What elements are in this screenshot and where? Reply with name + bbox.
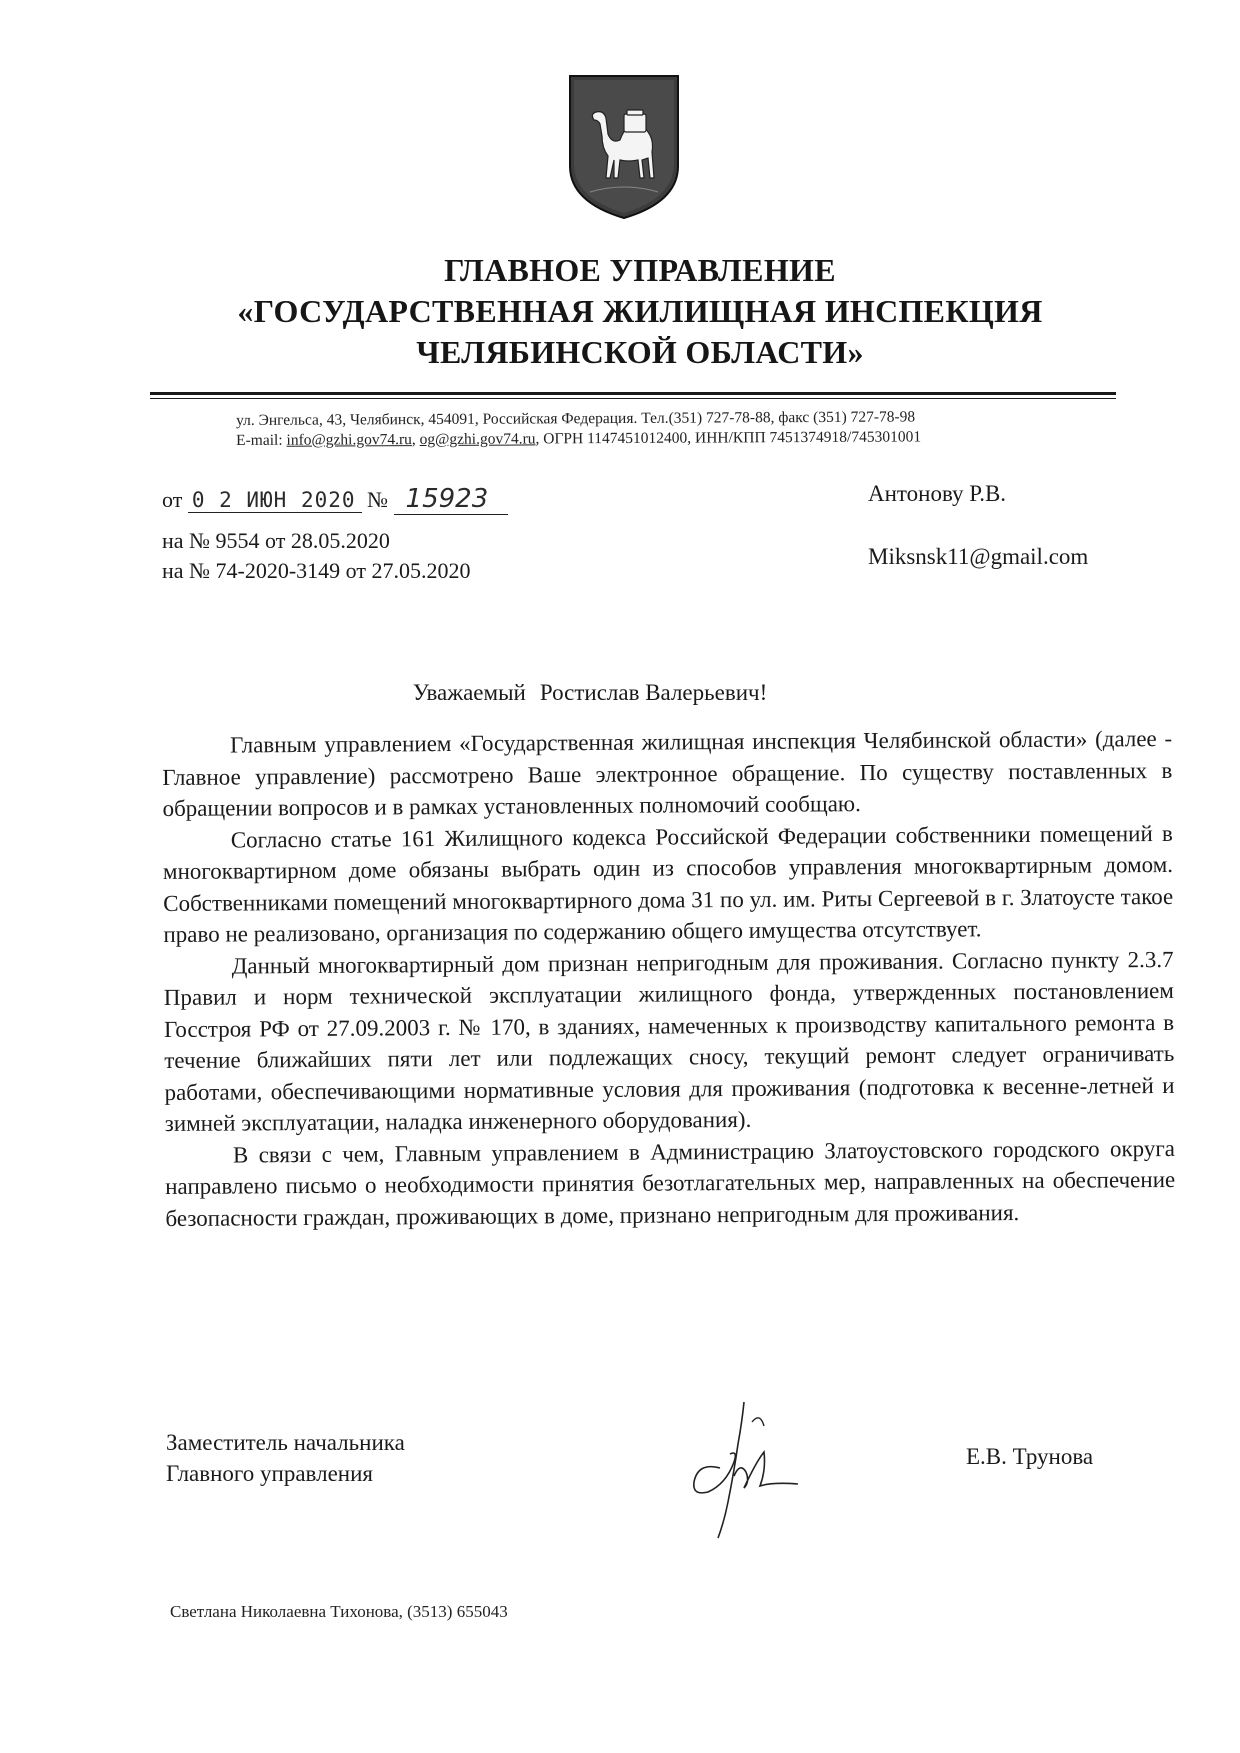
recipient-email: Miksnsk11@gmail.com [868, 544, 1089, 569]
from-label: от [162, 487, 183, 512]
organization-title [0, 250, 1240, 373]
email-label: E-mail: [236, 431, 287, 449]
email-separator: , [411, 431, 420, 449]
body-paragraph-4: В связи с чем, Главным управлением в Администрацию Златоустовского городского округа направлено письмо о необходимости принятия безотлагательных мер, направленных на обеспечение безопасности граждан, проживающих в доме, признано непригодным для проживания. [165, 1135, 1176, 1231]
executor-contact: Светлана Николаевна Тихонова, (3513) 655043 [170, 1602, 508, 1621]
recipient-name: Антонову Р.В. [868, 481, 1007, 506]
salutation-word: Уважаемый [412, 680, 526, 705]
header-divider-thick [150, 392, 1116, 395]
body-paragraph-3: Данный многоквартирный дом признан непригодным для проживания. Согласно пункту 2.3.7 Правил и норм технической эксплуатации жилищного фонда, утвержденных постановлением Госстроя РФ от 27.09.2003 г. № 170, в зданиях, намеченных к производству капитального ремонта в течение ближайших пяти лет или подлежащих сносу, текущий ремонт следует ограничивать работами, обеспечивающими нормативные условия для проживания (подготовка к весенне-летней и зимней эксплуатации, наладка инженерного оборудования). [163, 946, 1175, 1136]
position-line-2: Главного управления [166, 1461, 373, 1486]
registry-numbers: , ОГРН 1147451012400, ИНН/КПП 7451374918/745301001 [535, 428, 922, 448]
position-line-1: Заместитель начальника [166, 1430, 405, 1455]
date-stamp: 0 2 ИЮН 2020 [188, 488, 362, 513]
handwritten-signature-icon [668, 1392, 828, 1542]
number-label: № [367, 487, 389, 512]
salutation [0, 680, 1240, 706]
body-paragraph-1: Главным управлением «Государственная жилищная инспекция Челябинской области» (далее - Главное управление) рассмотрено Ваше электронное обращение. По существу поставленных в обращении вопросов и в рамках установленных полномочий сообщаю. [162, 725, 1173, 821]
registration-line [162, 484, 508, 515]
address-line: ул. Энгельса, 43, Челябинск, 454091, Российская Федерация. Тел.(351) 727-78-88, факс (351) 727-78-98 [236, 408, 916, 429]
signer-name: Е.В. Трунова [966, 1444, 1094, 1469]
email-registry-line [236, 426, 1136, 451]
signer-position [166, 1427, 405, 1489]
salutation-name: Ростислав Валерьевич! [539, 680, 768, 705]
letter-body [162, 723, 1175, 1234]
org-title-line-2: «ГОСУДАРСТВЕННАЯ ЖИЛИЩНАЯ ИНСПЕКЦИЯ [237, 293, 1043, 329]
email-link-info[interactable]: info@gzhi.gov74.ru [286, 431, 412, 449]
contact-block [236, 406, 1136, 451]
coat-of-arms-icon [568, 74, 680, 220]
email-link-og[interactable]: og@gzhi.gov74.ru [419, 430, 536, 449]
reference-2: на № 74-2020-3149 от 27.05.2020 [162, 558, 471, 583]
header-divider-thin [150, 398, 1116, 399]
org-title-line-1: ГЛАВНОЕ УПРАВЛЕНИЕ [444, 252, 836, 288]
reference-1: на № 9554 от 28.05.2020 [162, 528, 390, 553]
org-title-line-3: ЧЕЛЯБИНСКОЙ ОБЛАСТИ» [416, 334, 864, 370]
outgoing-number: 15923 [394, 484, 509, 515]
reference-numbers [162, 526, 471, 586]
body-paragraph-2: Согласно статье 161 Жилищного кодекса Российской Федерации собственники помещений в многоквартирном доме обязаны выбрать один из способов управления многоквартирным домом. Собственниками помещений многоквартирного дома 31 по ул. им. Риты Сергеевой в г. Златоусте такое право не реализовано, организация по содержанию общего имущества отсутствует. [162, 820, 1174, 947]
